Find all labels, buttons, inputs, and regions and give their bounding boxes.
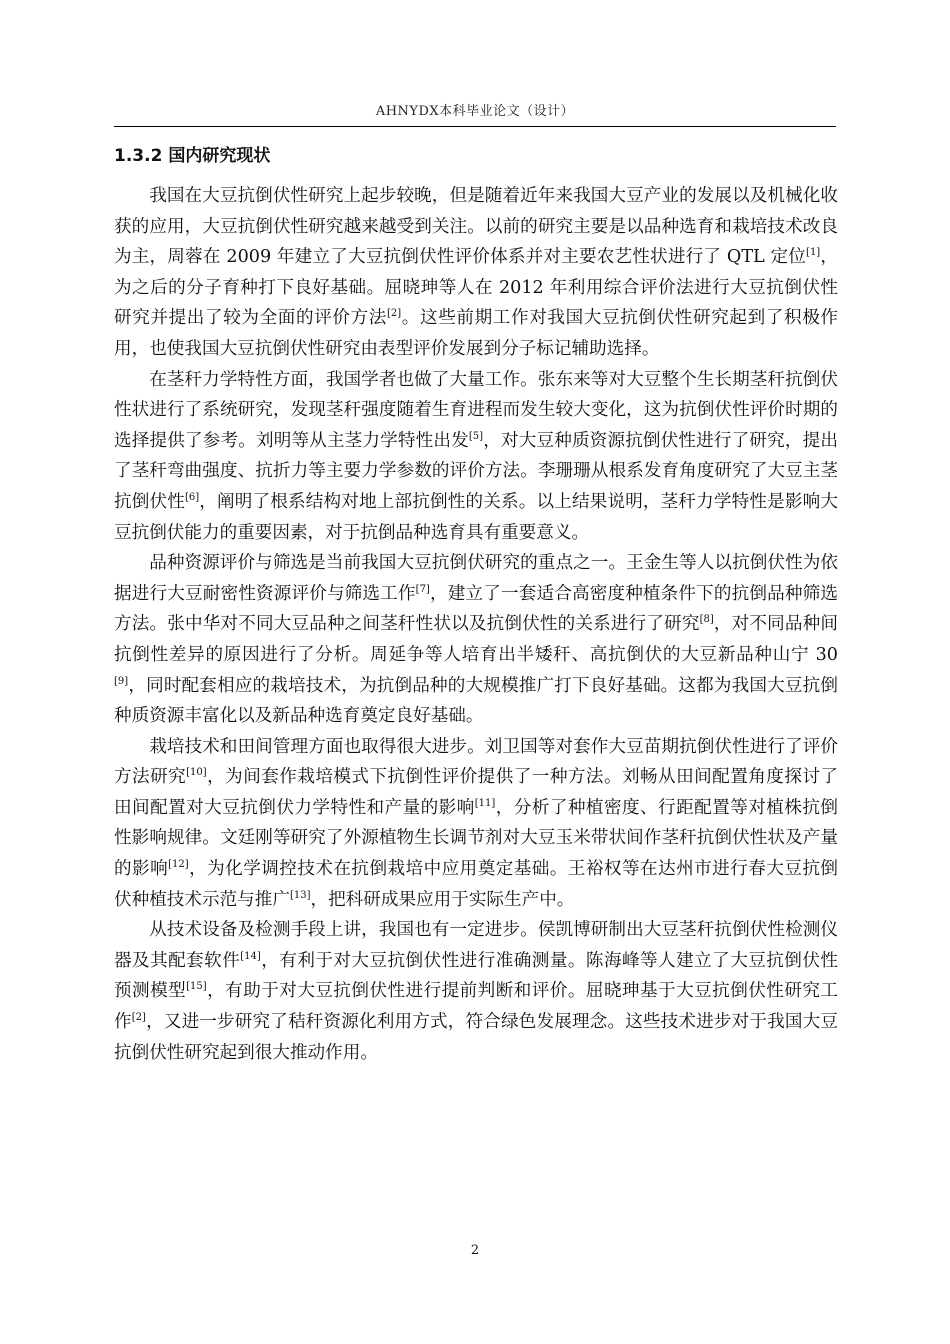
header-rule bbox=[114, 126, 836, 127]
paragraph-text: ，对大豆种质资源抗倒伏性进行了研究，提出了茎秆弯曲强度、抗折力等主要力学参数的评价方法。李珊珊从根系发育角度研究了大豆主茎抗倒伏性 bbox=[114, 430, 838, 512]
paragraph-text: ，有助于对大豆抗倒伏性进行提前判断和评价。屈晓珅基于大豆抗倒伏性研究工作 bbox=[114, 981, 838, 1033]
paragraph-text: ，把科研成果应用于实际生产中。 bbox=[310, 889, 575, 910]
paragraph-text: 。这些前期工作对我国大豆抗倒伏性研究起到了积极作用，也使我国大豆抗倒伏性研究由表型评价发展到分子标记辅助选择。 bbox=[114, 308, 838, 359]
paragraph-cultivation-management bbox=[114, 732, 838, 916]
paragraph-text: ，为间套作栽培模式下抗倒性评价提供了一种方法。刘畅从田间配置角度探讨了田间配置对大豆抗倒伏力学特性和产量的影响 bbox=[114, 767, 838, 818]
paragraph-text: 从技术设备及检测手段上讲，我国也有一定进步。侯凯博研制出大豆茎秆抗倒伏性检测仪器及其配套软件 bbox=[114, 920, 838, 971]
paragraph-text: ，同时配套相应的栽培技术，为抗倒品种的大规模推广打下良好基础。这都为我国大豆抗倒种质资源丰富化以及新品种选育奠定良好基础。 bbox=[114, 675, 838, 727]
citation-7: [7] bbox=[415, 583, 430, 595]
paragraph-domestic-overview bbox=[114, 181, 838, 365]
paragraph-text: ，对不同品种间抗倒性差异的原因进行了分析。周延争等人培育出半矮秆、高抗倒伏的大豆新品种山宁 30 bbox=[114, 614, 838, 665]
citation-2: [2] bbox=[131, 1012, 146, 1024]
paragraph-text: ，又进一步研究了秸秆资源化利用方式，符合绿色发展理念。这些技术进步对于我国大豆抗倒伏性研究起到很大推动作用。 bbox=[114, 1012, 838, 1063]
paragraph-text: 品种资源评价与筛选是当前我国大豆抗倒伏研究的重点之一。王金生等人以抗倒伏性为依据进行大豆耐密性资源评价与筛选工作 bbox=[114, 553, 838, 604]
citation-11: [11] bbox=[474, 798, 496, 810]
paragraph-text: ，为化学调控技术在抗倒栽培中应用奠定基础。王裕权等在达州市进行春大豆抗倒伏种植技术示范与推广 bbox=[114, 859, 838, 910]
citation-12: [12] bbox=[168, 859, 189, 871]
body-text bbox=[114, 181, 838, 1068]
paragraph-text: ，建立了一套适合高密度种植条件下的抗倒品种筛选方法。张中华对不同大豆品种之间茎秆性状以及抗倒伏性的关系进行了研究 bbox=[114, 583, 838, 635]
citation-14: [14] bbox=[240, 950, 261, 962]
paragraph-text: 在茎秆力学特性方面，我国学者也做了大量工作。张东来等对大豆整个生长期茎秆抗倒伏性状进行了系统研究，发现茎秆强度随着生育进程而发生较大变化，这为抗倒伏性评价时期的选择提供了参考。刘明等从主茎力学特性出发 bbox=[114, 369, 838, 451]
citation-15: [15] bbox=[186, 981, 207, 993]
citation-6: [6] bbox=[184, 492, 200, 504]
citation-8: [8] bbox=[699, 614, 714, 626]
citation-10: [10] bbox=[186, 767, 207, 779]
paragraph-text: ，有利于对大豆抗倒伏性进行准确测量。陈海峰等人建立了大豆抗倒伏性预测模型 bbox=[114, 950, 838, 1002]
paragraph-text: ，为之后的分子育种打下良好基础。屈晓珅等人在 2012 年利用综合评价法进行大豆抗倒伏性研究并提出了较为全面的评价方法 bbox=[114, 247, 838, 329]
running-header: AHNYDX本科毕业论文（设计） bbox=[375, 104, 575, 119]
paragraph-text: 栽培技术和田间管理方面也取得很大进步。刘卫国等对套作大豆苗期抗倒伏性进行了评价方法研究 bbox=[114, 736, 838, 788]
paragraph-text: ，分析了种植密度、行距配置等对植株抗倒性影响规律。文廷刚等研究了外源植物生长调节剂对大豆玉米带状间作茎秆抗倒伏性状及产量的影响 bbox=[114, 797, 838, 880]
citation-2: [2] bbox=[387, 308, 402, 320]
paragraph-text: 我国在大豆抗倒伏性研究上起步较晚，但是随着近年来我国大豆产业的发展以及机械化收获的应用，大豆抗倒伏性研究越来越受到关注。以前的研究主要是以品种选育和栽培技术改良为主，周蓉在 2009 年建立了大豆抗倒伏性评价体系并对主要农艺性状进行了 QTL 定位 bbox=[114, 186, 838, 268]
page-number: 2 bbox=[470, 1243, 480, 1258]
citation-9: [9] bbox=[114, 675, 129, 687]
paragraph-variety-evaluation bbox=[114, 548, 838, 732]
paragraph-text: ，阐明了根系结构对地上部抗倒性的关系。以上结果说明，茎秆力学特性是影响大豆抗倒伏能力的重要因素，对于抗倒品种选育具有重要意义。 bbox=[114, 491, 838, 543]
citation-5: [5] bbox=[468, 430, 484, 442]
paragraph-stem-mechanics bbox=[114, 365, 838, 549]
paragraph-equipment-detection bbox=[114, 915, 838, 1068]
citation-13: [13] bbox=[289, 889, 311, 901]
citation-1: [1] bbox=[806, 247, 821, 259]
section-heading: 1.3.2 国内研究现状 bbox=[114, 146, 271, 166]
